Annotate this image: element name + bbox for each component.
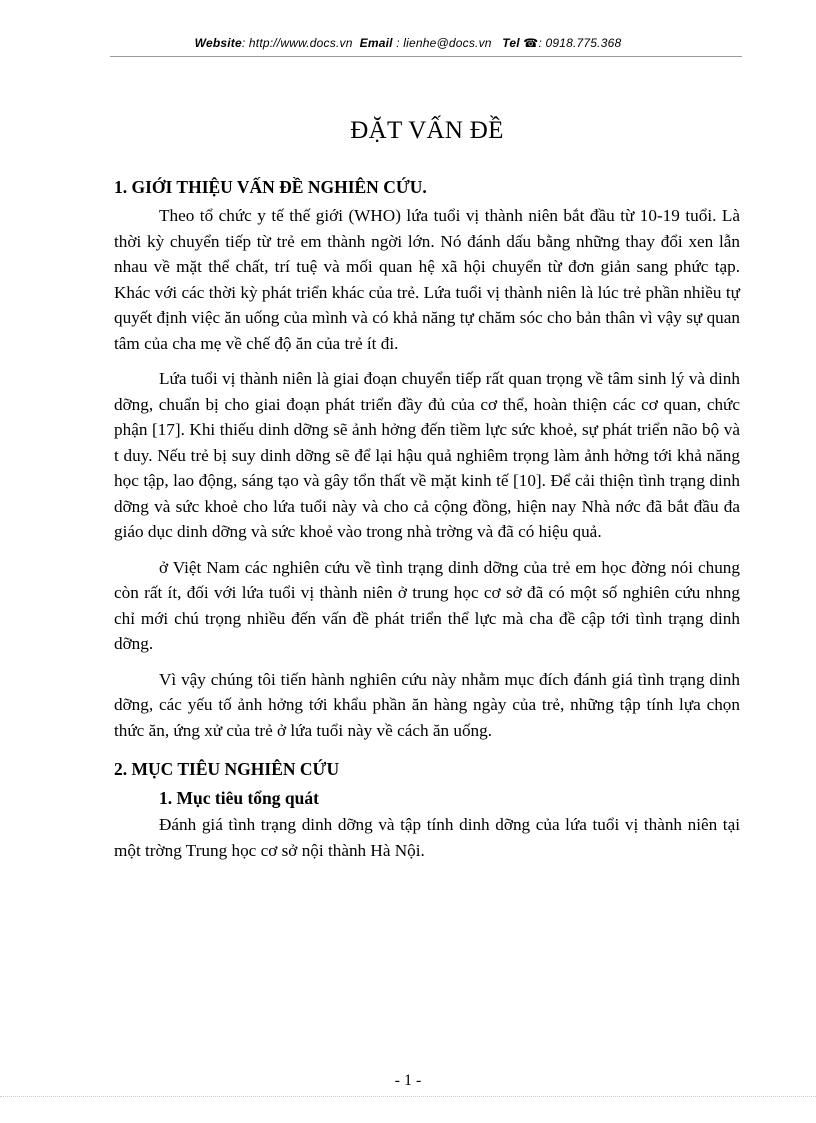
subsection-heading: 1. Mục tiêu tổng quát	[159, 787, 319, 808]
email-address[interactable]: lienhe@docs.vn	[403, 36, 492, 50]
website-label: Website	[194, 36, 242, 50]
tel-number: 0918.775.368	[545, 36, 622, 50]
document-title: ĐẶT VẤN ĐỀ	[350, 117, 504, 144]
tel-label: Tel ☎	[502, 36, 539, 50]
section-1-paragraph: Lứa tuổi vị thành niên là giai đoạn chuyển tiếp rất quan trọng về tâm sinh lý và dinh dỡng, chuẩn bị cho giai đoạn phát triển đầy đủ của cơ thể, hoàn thiện các cơ quan, chức phận [17]. Khi thiếu dinh dỡng sẽ ảnh hởng đến tiềm lực sức khoẻ, sự phát triển não bộ và t duy. Nếu trẻ bị suy dinh dỡng sẽ để lại hậu quả nghiêm trọng làm ảnh hởng tới khả năng học tập, lao động, sáng tạo và gây tổn thất về mặt kinh tế [10]. Để cải thiện tình trạng dinh dỡng và sức khoẻ cho lứa tuổi này và cho cả cộng đồng, hiện nay Nhà nớc đã bắt đầu đa giáo dục dinh dỡng và sức khoẻ vào trong nhà trờng và đã có hiệu quả.	[114, 369, 740, 541]
header-divider	[110, 56, 742, 57]
page-bottom-border	[0, 1096, 816, 1097]
email-label: Email	[359, 36, 393, 50]
section-1-paragraph: ở Việt Nam các nghiên cứu về tình trạng dinh dỡng của trẻ em học đờng nói chung còn rất ít, đối với lứa tuổi vị thành niên ở trung học cơ sở đã có một số nghiên cứu nhng chỉ mới chú trọng nhiều đến vấn đề phát triển thể lực mà cha đề cập tới tình trạng dinh dỡng.	[114, 557, 740, 653]
section-1-paragraph: Vì vậy chúng tôi tiến hành nghiên cứu này nhằm mục đích đánh giá tình trạng dinh dỡng, các yếu tố ảnh hởng tới khẩu phần ăn hàng ngày của trẻ, những tập tính lựa chọn thức ăn, ứng xử của trẻ ở lứa tuổi này về cách ăn uống.	[114, 669, 740, 740]
document-body	[114, 118, 740, 873]
section-1-paragraph: Theo tổ chức y tế thế giới (WHO) lứa tuổi vị thành niên bắt đầu từ 10-19 tuổi. Là thời kỳ chuyển tiếp từ trẻ em thành ngời lớn. Nó đánh dấu bằng những thay đổi xen lẫn nhau về mặt thể chất, trí tuệ và mối quan hệ xã hội chuyển từ đơn giản sang phức tạp. Khác với các thời kỳ phát triển khác của trẻ. Lứa tuổi vị thành niên là lúc trẻ phần nhiều tự quyết định việc ăn uống của mình và có khả năng tự chăm sóc cho bản thân vì vậy sự quan tâm của cha mẹ về chế độ ăn của trẻ ít đi.	[114, 206, 740, 353]
website-url[interactable]: http://www.docs.vn	[248, 36, 353, 50]
email-separator: :	[392, 36, 404, 50]
page-number: - 1 -	[394, 1072, 422, 1089]
page-header	[0, 36, 816, 50]
section-1-heading: 1. GIỚI THIỆU VẤN ĐỀ NGHIÊN CỨU.	[114, 176, 427, 197]
tel-separator: :	[538, 36, 546, 50]
website-separator: :	[241, 36, 249, 50]
section-2-heading: 2. MỤC TIÊU NGHIÊN CỨU	[114, 759, 340, 779]
section-2-paragraph: Đánh giá tình trạng dinh dỡng và tập tính dinh dỡng của lứa tuổi vị thành niên tại một trờng Trung học cơ sở nội thành Hà Nội.	[114, 815, 740, 860]
